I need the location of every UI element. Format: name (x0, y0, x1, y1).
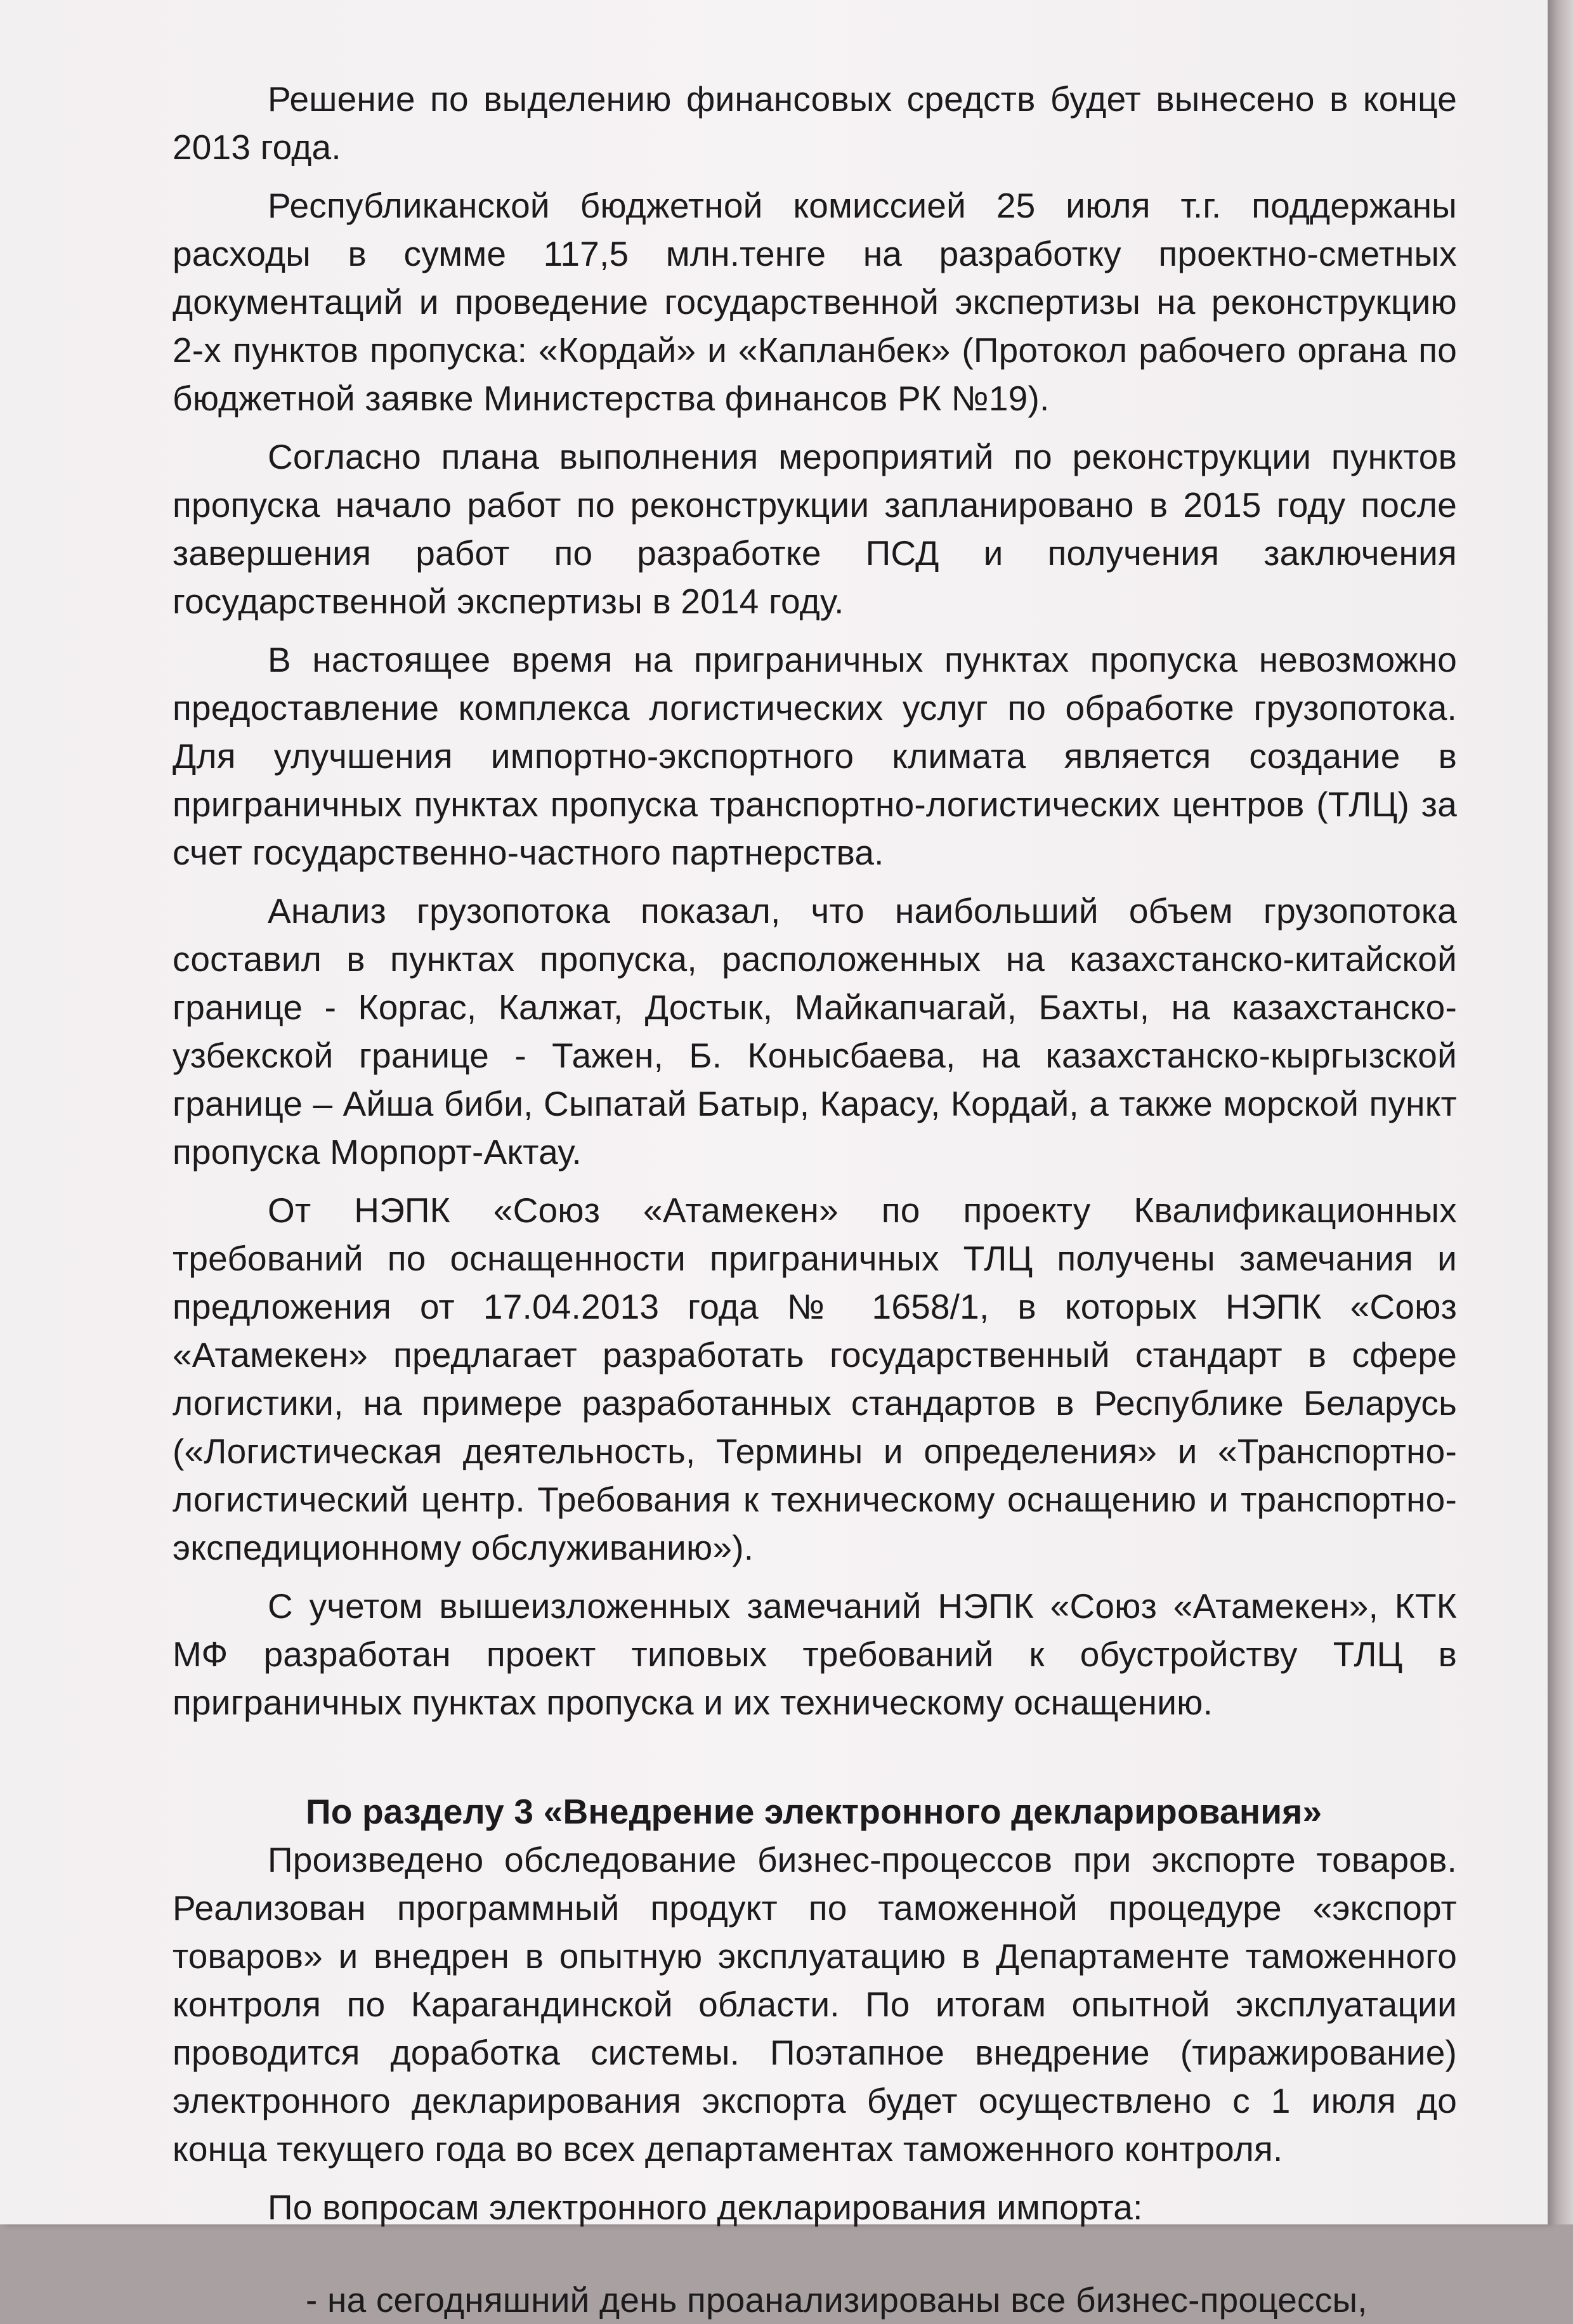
paragraph-business-processes: - на сегодняшний день проанализированы все бизнес-процессы, (306, 2280, 1367, 2320)
paragraph-typical-requirements: С учетом вышеизложенных замечаний НЭПК «Союз «Атамекен», КТК МФ разработан проект типовых требований к обустройству ТЛЦ в приграничных пунктах пропуска и их техническому оснащению. (173, 1586, 1457, 1722)
paragraph-cargo-analysis: Анализ грузопотока показал, что наибольший объем грузопотока составил в пунктах пропуска, расположенных на казахстанско-китайской границе - Коргас, Калжат, Достык, Майкапчагай, Бахты, на казахстанско-узбекской границе - Тажен, Б. Конысбаева, на казахстанско-кыргызской границе – Айша биби, Сыпатай Батыр, Карасу, Кордай, а также морской пункт пропуска Морпорт-Актау. (173, 891, 1457, 1172)
paragraph-budget-commission: Республиканской бюджетной комиссией 25 июля т.г. поддержаны расходы в сумме 117,5 млн.тенге на разработку проектно-сметных документаций и проведение государственной экспертизы на реконструкцию 2-х пунктов пропуска: «Кордай» и «Капланбек» (Протокол рабочего органа по бюджетной заявке Министерства финансов РК №19). (173, 186, 1457, 418)
paragraph-import-declaration: По вопросам электронного декларирования импорта: (268, 2188, 1143, 2227)
paragraph-logistics-centers: В настоящее время на приграничных пунктах пропуска невозможно предоставление комплекса логистических услуг по обработке грузопотока. Для улучшения импортно-экспортного климата является создание в приграничных пунктах пропуска транспортно-логистических центров (ТЛЦ) за счет государственно-частного партнерства. (173, 640, 1457, 872)
paragraph-funding-decision: Решение по выделению финансовых средств будет вынесено в конце 2013 года. (173, 79, 1457, 167)
document-body (173, 75, 1457, 2324)
paragraph-export-declaration: Произведено обследование бизнес-процессов при экспорте товаров. Реализован программный продукт по таможенной процедуре «экспорт товаров» и внедрен в опытную эксплуатацию в Департаменте таможенного контроля по Карагандинской области. По итогам опытной эксплуатации проводится доработка системы. Поэтапное внедрение (тиражирование) электронного декларирования экспорта будет осуществлено с 1 июля до конца текущего года во всех департаментах таможенного контроля. (173, 1840, 1457, 2169)
paragraph-reconstruction-plan: Согласно плана выполнения мероприятий по реконструкции пунктов пропуска начало работ по реконструкции запланировано в 2015 году после завершения работ по разработке ПСД и получения заключения государственной экспертизы в 2014 году. (173, 437, 1457, 621)
paragraph-atameken-remarks: От НЭПК «Союз «Атамекен» по проекту Квалификационных требований по оснащенности приграничных ТЛЦ получены замечания и предложения от 17.04.2013 года № 1658/1, в которых НЭПК «Союз «Атамекен» предлагает разработать государственный стандарт в сфере логистики, на примере разработанных стандартов в Республике Беларусь («Логистическая деятельность, Термины и определения» и «Транспортно-логистический центр. Требования к техническому оснащению и транспортно-экспедиционному обслуживанию»). (173, 1191, 1457, 1567)
page-edge (1548, 0, 1573, 2224)
section-heading: По разделу 3 «Внедрение электронного декларирования» (306, 1792, 1322, 1831)
